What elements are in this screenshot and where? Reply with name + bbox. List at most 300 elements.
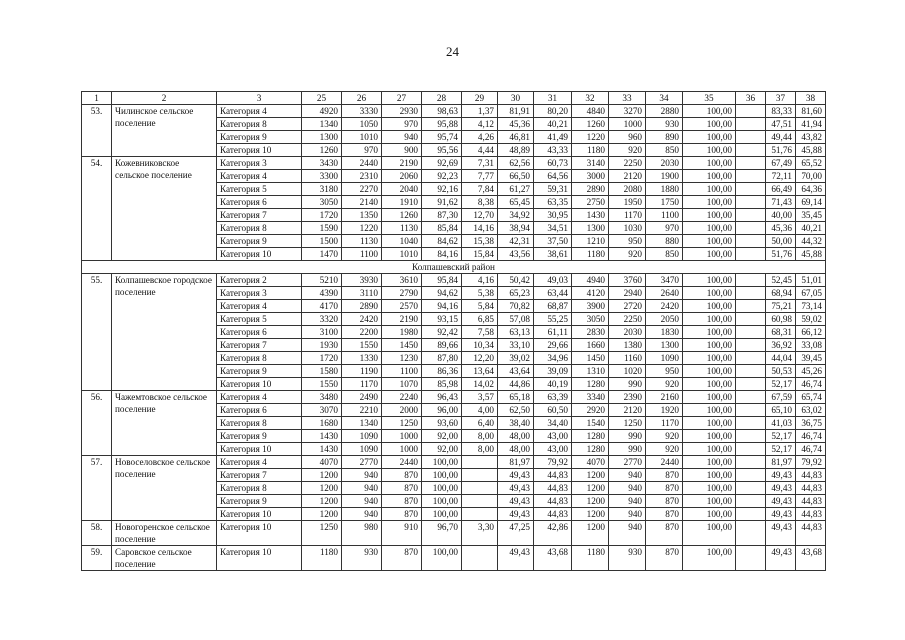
value-cell: 92,00 bbox=[422, 430, 462, 443]
value-cell: 4,44 bbox=[462, 144, 498, 157]
value-cell: 870 bbox=[382, 469, 422, 482]
value-cell: 1180 bbox=[572, 546, 609, 571]
value-cell: 52,17 bbox=[766, 378, 796, 391]
category-cell: Категория 7 bbox=[217, 339, 302, 352]
value-cell: 44,04 bbox=[766, 352, 796, 365]
value-cell: 940 bbox=[609, 508, 646, 521]
settlement-name: Чилинское сельское поселение bbox=[112, 105, 217, 157]
value-cell: 950 bbox=[609, 235, 646, 248]
value-cell: 92,42 bbox=[422, 326, 462, 339]
value-cell: 100,00 bbox=[683, 118, 736, 131]
category-cell: Категория 4 bbox=[217, 105, 302, 118]
value-cell: 2120 bbox=[609, 170, 646, 183]
value-cell: 64,36 bbox=[796, 183, 826, 196]
value-cell: 42,86 bbox=[534, 521, 572, 546]
value-cell: 43,00 bbox=[534, 430, 572, 443]
value-cell: 92,00 bbox=[422, 443, 462, 456]
value-cell: 1930 bbox=[302, 339, 342, 352]
value-cell: 4,16 bbox=[462, 274, 498, 287]
value-cell: 1000 bbox=[382, 443, 422, 456]
value-cell: 5,84 bbox=[462, 300, 498, 313]
value-cell: 2440 bbox=[646, 456, 683, 469]
value-cell: 68,87 bbox=[534, 300, 572, 313]
value-cell: 1540 bbox=[572, 417, 609, 430]
value-cell: 100,00 bbox=[683, 417, 736, 430]
header-cell: 25 bbox=[302, 92, 342, 105]
category-cell: Категория 9 bbox=[217, 131, 302, 144]
category-cell: Категория 10 bbox=[217, 443, 302, 456]
value-cell: 100,00 bbox=[683, 521, 736, 546]
value-cell: 44,32 bbox=[796, 235, 826, 248]
value-cell: 50,42 bbox=[498, 274, 534, 287]
value-cell: 2030 bbox=[646, 157, 683, 170]
value-cell bbox=[736, 274, 766, 287]
value-cell: 100,00 bbox=[422, 456, 462, 469]
category-cell: Категория 6 bbox=[217, 326, 302, 339]
category-cell: Категория 3 bbox=[217, 287, 302, 300]
value-cell: 55,25 bbox=[534, 313, 572, 326]
value-cell: 43,00 bbox=[534, 443, 572, 456]
category-cell: Категория 9 bbox=[217, 495, 302, 508]
value-cell: 3610 bbox=[382, 274, 422, 287]
header-cell: 32 bbox=[572, 92, 609, 105]
value-cell: 920 bbox=[646, 378, 683, 391]
value-cell: 1220 bbox=[572, 131, 609, 144]
value-cell: 4940 bbox=[572, 274, 609, 287]
value-cell: 81,97 bbox=[766, 456, 796, 469]
value-cell: 1200 bbox=[572, 469, 609, 482]
header-cell: 2 bbox=[112, 92, 217, 105]
value-cell: 52,45 bbox=[766, 274, 796, 287]
value-cell: 44,83 bbox=[796, 508, 826, 521]
value-cell: 59,31 bbox=[534, 183, 572, 196]
value-cell: 15,84 bbox=[462, 248, 498, 261]
value-cell: 85,84 bbox=[422, 222, 462, 235]
value-cell: 96,70 bbox=[422, 521, 462, 546]
value-cell: 92,23 bbox=[422, 170, 462, 183]
value-cell: 2030 bbox=[609, 326, 646, 339]
value-cell: 100,00 bbox=[683, 287, 736, 300]
value-cell: 2720 bbox=[609, 300, 646, 313]
value-cell: 69,14 bbox=[796, 196, 826, 209]
category-cell: Категория 8 bbox=[217, 482, 302, 495]
value-cell: 4,12 bbox=[462, 118, 498, 131]
category-cell: Категория 2 bbox=[217, 274, 302, 287]
value-cell: 1090 bbox=[342, 430, 382, 443]
value-cell: 930 bbox=[609, 546, 646, 571]
value-cell: 940 bbox=[609, 495, 646, 508]
value-cell: 43,64 bbox=[498, 365, 534, 378]
value-cell: 1000 bbox=[382, 430, 422, 443]
settlement-name: Кожевниковское сельское поселение bbox=[112, 157, 217, 261]
value-cell: 34,51 bbox=[534, 222, 572, 235]
value-cell: 4070 bbox=[302, 456, 342, 469]
value-cell: 6,40 bbox=[462, 417, 498, 430]
value-cell: 100,00 bbox=[683, 248, 736, 261]
value-cell: 2040 bbox=[382, 183, 422, 196]
category-cell: Категория 8 bbox=[217, 417, 302, 430]
value-cell: 52,17 bbox=[766, 430, 796, 443]
value-cell: 100,00 bbox=[422, 469, 462, 482]
value-cell: 94,16 bbox=[422, 300, 462, 313]
value-cell: 87,80 bbox=[422, 352, 462, 365]
value-cell: 39,02 bbox=[498, 352, 534, 365]
value-cell: 2790 bbox=[382, 287, 422, 300]
table-row bbox=[82, 521, 826, 546]
district-name: Колпашевский район bbox=[82, 261, 826, 274]
value-cell bbox=[736, 209, 766, 222]
value-cell: 3270 bbox=[609, 105, 646, 118]
value-cell: 980 bbox=[342, 521, 382, 546]
settlement-name: Новоселовское сельское поселение bbox=[112, 456, 217, 521]
value-cell: 100,00 bbox=[683, 378, 736, 391]
value-cell: 2930 bbox=[382, 105, 422, 118]
value-cell: 920 bbox=[646, 430, 683, 443]
value-cell bbox=[736, 482, 766, 495]
table-row bbox=[82, 274, 826, 287]
value-cell: 65,23 bbox=[498, 287, 534, 300]
value-cell: 2250 bbox=[609, 157, 646, 170]
value-cell: 63,44 bbox=[534, 287, 572, 300]
value-cell: 1180 bbox=[302, 546, 342, 571]
value-cell: 1000 bbox=[609, 118, 646, 131]
value-cell: 40,21 bbox=[534, 118, 572, 131]
category-cell: Категория 9 bbox=[217, 430, 302, 443]
value-cell bbox=[736, 417, 766, 430]
data-table bbox=[81, 91, 826, 571]
header-cell: 1 bbox=[82, 92, 112, 105]
value-cell: 65,74 bbox=[796, 391, 826, 404]
value-cell: 49,43 bbox=[498, 469, 534, 482]
value-cell: 2250 bbox=[609, 313, 646, 326]
value-cell: 1830 bbox=[646, 326, 683, 339]
value-cell: 100,00 bbox=[683, 209, 736, 222]
value-cell: 1100 bbox=[342, 248, 382, 261]
value-cell: 1260 bbox=[302, 144, 342, 157]
table-row bbox=[82, 456, 826, 469]
category-cell: Категория 6 bbox=[217, 196, 302, 209]
value-cell: 1920 bbox=[646, 404, 683, 417]
value-cell: 1340 bbox=[302, 118, 342, 131]
value-cell: 1590 bbox=[302, 222, 342, 235]
value-cell: 990 bbox=[609, 378, 646, 391]
value-cell: 1130 bbox=[382, 222, 422, 235]
value-cell bbox=[736, 235, 766, 248]
value-cell bbox=[736, 287, 766, 300]
district-row bbox=[82, 261, 826, 274]
value-cell: 37,50 bbox=[534, 235, 572, 248]
value-cell: 920 bbox=[609, 144, 646, 157]
value-cell: 100,00 bbox=[683, 183, 736, 196]
value-cell: 81,60 bbox=[796, 105, 826, 118]
value-cell: 4,00 bbox=[462, 404, 498, 417]
header-cell: 38 bbox=[796, 92, 826, 105]
value-cell: 3180 bbox=[302, 183, 342, 196]
value-cell bbox=[462, 469, 498, 482]
value-cell: 870 bbox=[646, 521, 683, 546]
value-cell: 1900 bbox=[646, 170, 683, 183]
value-cell: 1180 bbox=[572, 248, 609, 261]
value-cell: 39,45 bbox=[796, 352, 826, 365]
value-cell bbox=[736, 365, 766, 378]
value-cell: 2830 bbox=[572, 326, 609, 339]
value-cell: 970 bbox=[342, 144, 382, 157]
header-cell: 36 bbox=[736, 92, 766, 105]
value-cell: 100,00 bbox=[683, 365, 736, 378]
value-cell: 1200 bbox=[302, 508, 342, 521]
value-cell: 100,00 bbox=[683, 469, 736, 482]
value-cell: 43,33 bbox=[534, 144, 572, 157]
value-cell: 1750 bbox=[646, 196, 683, 209]
value-cell bbox=[736, 430, 766, 443]
value-cell: 1450 bbox=[382, 339, 422, 352]
value-cell: 72,11 bbox=[766, 170, 796, 183]
value-cell: 29,66 bbox=[534, 339, 572, 352]
value-cell: 930 bbox=[646, 118, 683, 131]
value-cell: 95,56 bbox=[422, 144, 462, 157]
value-cell: 14,16 bbox=[462, 222, 498, 235]
value-cell: 49,43 bbox=[766, 546, 796, 571]
value-cell: 940 bbox=[609, 482, 646, 495]
settlement-name: Чажемтовское сельское поселение bbox=[112, 391, 217, 456]
value-cell: 1660 bbox=[572, 339, 609, 352]
value-cell bbox=[736, 391, 766, 404]
header-cell: 34 bbox=[646, 92, 683, 105]
value-cell: 1090 bbox=[646, 352, 683, 365]
value-cell: 62,50 bbox=[498, 404, 534, 417]
value-cell: 1010 bbox=[342, 131, 382, 144]
value-cell bbox=[736, 183, 766, 196]
table-body bbox=[82, 92, 826, 571]
value-cell bbox=[462, 456, 498, 469]
value-cell: 33,08 bbox=[796, 339, 826, 352]
settlement-number: 56. bbox=[82, 391, 112, 456]
settlement-number: 53. bbox=[82, 105, 112, 157]
value-cell: 73,14 bbox=[796, 300, 826, 313]
category-cell: Категория 10 bbox=[217, 248, 302, 261]
value-cell: 100,00 bbox=[683, 131, 736, 144]
value-cell: 2880 bbox=[646, 105, 683, 118]
value-cell bbox=[736, 469, 766, 482]
value-cell: 1450 bbox=[572, 352, 609, 365]
value-cell: 100,00 bbox=[683, 313, 736, 326]
value-cell: 4,26 bbox=[462, 131, 498, 144]
value-cell: 1050 bbox=[342, 118, 382, 131]
value-cell: 950 bbox=[646, 365, 683, 378]
value-cell: 51,76 bbox=[766, 144, 796, 157]
value-cell: 1430 bbox=[302, 430, 342, 443]
settlement-number: 57. bbox=[82, 456, 112, 521]
value-cell: 2440 bbox=[382, 456, 422, 469]
value-cell: 39,09 bbox=[534, 365, 572, 378]
value-cell bbox=[736, 118, 766, 131]
value-cell: 70,00 bbox=[796, 170, 826, 183]
header-cell: 30 bbox=[498, 92, 534, 105]
value-cell: 63,39 bbox=[534, 391, 572, 404]
value-cell: 100,00 bbox=[683, 508, 736, 521]
value-cell: 66,50 bbox=[498, 170, 534, 183]
value-cell: 940 bbox=[609, 521, 646, 546]
value-cell: 84,62 bbox=[422, 235, 462, 248]
value-cell: 2270 bbox=[342, 183, 382, 196]
value-cell: 100,00 bbox=[683, 326, 736, 339]
value-cell: 920 bbox=[609, 248, 646, 261]
category-cell: Категория 6 bbox=[217, 404, 302, 417]
value-cell: 100,00 bbox=[422, 508, 462, 521]
value-cell: 92,16 bbox=[422, 183, 462, 196]
value-cell: 900 bbox=[382, 144, 422, 157]
value-cell: 50,00 bbox=[766, 235, 796, 248]
value-cell: 3140 bbox=[572, 157, 609, 170]
value-cell: 75,21 bbox=[766, 300, 796, 313]
category-cell: Категория 4 bbox=[217, 391, 302, 404]
value-cell: 98,63 bbox=[422, 105, 462, 118]
settlement-number: 54. bbox=[82, 157, 112, 261]
value-cell: 63,02 bbox=[796, 404, 826, 417]
value-cell: 100,00 bbox=[422, 482, 462, 495]
value-cell: 1330 bbox=[342, 352, 382, 365]
value-cell: 41,49 bbox=[534, 131, 572, 144]
value-cell: 1250 bbox=[609, 417, 646, 430]
value-cell bbox=[462, 546, 498, 571]
category-cell: Категория 8 bbox=[217, 352, 302, 365]
table-row bbox=[82, 157, 826, 170]
value-cell bbox=[736, 222, 766, 235]
value-cell: 880 bbox=[646, 235, 683, 248]
value-cell: 1100 bbox=[382, 365, 422, 378]
value-cell: 100,00 bbox=[683, 391, 736, 404]
category-cell: Категория 7 bbox=[217, 469, 302, 482]
value-cell: 86,36 bbox=[422, 365, 462, 378]
value-cell: 1720 bbox=[302, 209, 342, 222]
value-cell: 1210 bbox=[572, 235, 609, 248]
value-cell: 3050 bbox=[302, 196, 342, 209]
value-cell bbox=[462, 508, 498, 521]
value-cell: 49,43 bbox=[766, 482, 796, 495]
value-cell: 44,83 bbox=[534, 482, 572, 495]
value-cell: 68,94 bbox=[766, 287, 796, 300]
value-cell: 41,94 bbox=[796, 118, 826, 131]
category-cell: Категория 10 bbox=[217, 378, 302, 391]
value-cell: 1470 bbox=[302, 248, 342, 261]
value-cell: 850 bbox=[646, 248, 683, 261]
value-cell: 30,95 bbox=[534, 209, 572, 222]
value-cell: 65,45 bbox=[498, 196, 534, 209]
value-cell: 2240 bbox=[382, 391, 422, 404]
value-cell: 13,64 bbox=[462, 365, 498, 378]
value-cell: 3320 bbox=[302, 313, 342, 326]
settlement-number: 59. bbox=[82, 546, 112, 571]
value-cell: 60,73 bbox=[534, 157, 572, 170]
value-cell: 52,17 bbox=[766, 443, 796, 456]
value-cell: 89,66 bbox=[422, 339, 462, 352]
value-cell: 36,92 bbox=[766, 339, 796, 352]
value-cell: 94,62 bbox=[422, 287, 462, 300]
value-cell: 12,20 bbox=[462, 352, 498, 365]
value-cell bbox=[736, 300, 766, 313]
value-cell: 95,74 bbox=[422, 131, 462, 144]
value-cell: 2940 bbox=[609, 287, 646, 300]
header-row bbox=[82, 92, 826, 105]
value-cell: 100,00 bbox=[683, 300, 736, 313]
header-cell: 26 bbox=[342, 92, 382, 105]
value-cell: 3330 bbox=[342, 105, 382, 118]
value-cell: 1300 bbox=[646, 339, 683, 352]
value-cell: 5210 bbox=[302, 274, 342, 287]
value-cell: 2200 bbox=[342, 326, 382, 339]
value-cell: 2210 bbox=[342, 404, 382, 417]
value-cell: 2420 bbox=[646, 300, 683, 313]
value-cell: 100,00 bbox=[683, 105, 736, 118]
value-cell: 1680 bbox=[302, 417, 342, 430]
value-cell: 100,00 bbox=[683, 170, 736, 183]
category-cell: Категория 10 bbox=[217, 521, 302, 546]
value-cell: 2190 bbox=[382, 313, 422, 326]
value-cell: 12,70 bbox=[462, 209, 498, 222]
header-cell: 31 bbox=[534, 92, 572, 105]
header-cell: 37 bbox=[766, 92, 796, 105]
value-cell: 100,00 bbox=[683, 546, 736, 571]
value-cell: 1230 bbox=[382, 352, 422, 365]
value-cell bbox=[736, 144, 766, 157]
value-cell: 2310 bbox=[342, 170, 382, 183]
value-cell bbox=[736, 521, 766, 546]
settlement-name: Новогоренское сельское поселение bbox=[112, 521, 217, 546]
value-cell: 1200 bbox=[302, 495, 342, 508]
value-cell: 3070 bbox=[302, 404, 342, 417]
value-cell: 40,00 bbox=[766, 209, 796, 222]
value-cell: 47,25 bbox=[498, 521, 534, 546]
value-cell: 920 bbox=[646, 443, 683, 456]
value-cell: 970 bbox=[382, 118, 422, 131]
value-cell: 51,01 bbox=[796, 274, 826, 287]
value-cell: 4920 bbox=[302, 105, 342, 118]
value-cell: 1250 bbox=[382, 417, 422, 430]
value-cell: 1220 bbox=[342, 222, 382, 235]
table-row bbox=[82, 391, 826, 404]
value-cell: 2140 bbox=[342, 196, 382, 209]
value-cell: 68,31 bbox=[766, 326, 796, 339]
value-cell: 67,49 bbox=[766, 157, 796, 170]
value-cell: 49,43 bbox=[498, 482, 534, 495]
value-cell: 2640 bbox=[646, 287, 683, 300]
value-cell: 49,44 bbox=[766, 131, 796, 144]
value-cell bbox=[736, 378, 766, 391]
value-cell: 1350 bbox=[342, 209, 382, 222]
value-cell: 4840 bbox=[572, 105, 609, 118]
value-cell: 1980 bbox=[382, 326, 422, 339]
value-cell: 2190 bbox=[382, 157, 422, 170]
value-cell: 35,45 bbox=[796, 209, 826, 222]
value-cell: 930 bbox=[342, 546, 382, 571]
value-cell: 34,40 bbox=[534, 417, 572, 430]
value-cell: 100,00 bbox=[422, 495, 462, 508]
value-cell: 43,82 bbox=[796, 131, 826, 144]
value-cell bbox=[736, 456, 766, 469]
value-cell: 40,19 bbox=[534, 378, 572, 391]
category-cell: Категория 4 bbox=[217, 456, 302, 469]
value-cell: 49,03 bbox=[534, 274, 572, 287]
value-cell: 1170 bbox=[609, 209, 646, 222]
value-cell: 38,40 bbox=[498, 417, 534, 430]
value-cell: 100,00 bbox=[683, 222, 736, 235]
value-cell: 95,88 bbox=[422, 118, 462, 131]
value-cell: 46,81 bbox=[498, 131, 534, 144]
value-cell: 46,74 bbox=[796, 430, 826, 443]
value-cell: 65,10 bbox=[766, 404, 796, 417]
value-cell: 1430 bbox=[572, 209, 609, 222]
value-cell: 44,86 bbox=[498, 378, 534, 391]
